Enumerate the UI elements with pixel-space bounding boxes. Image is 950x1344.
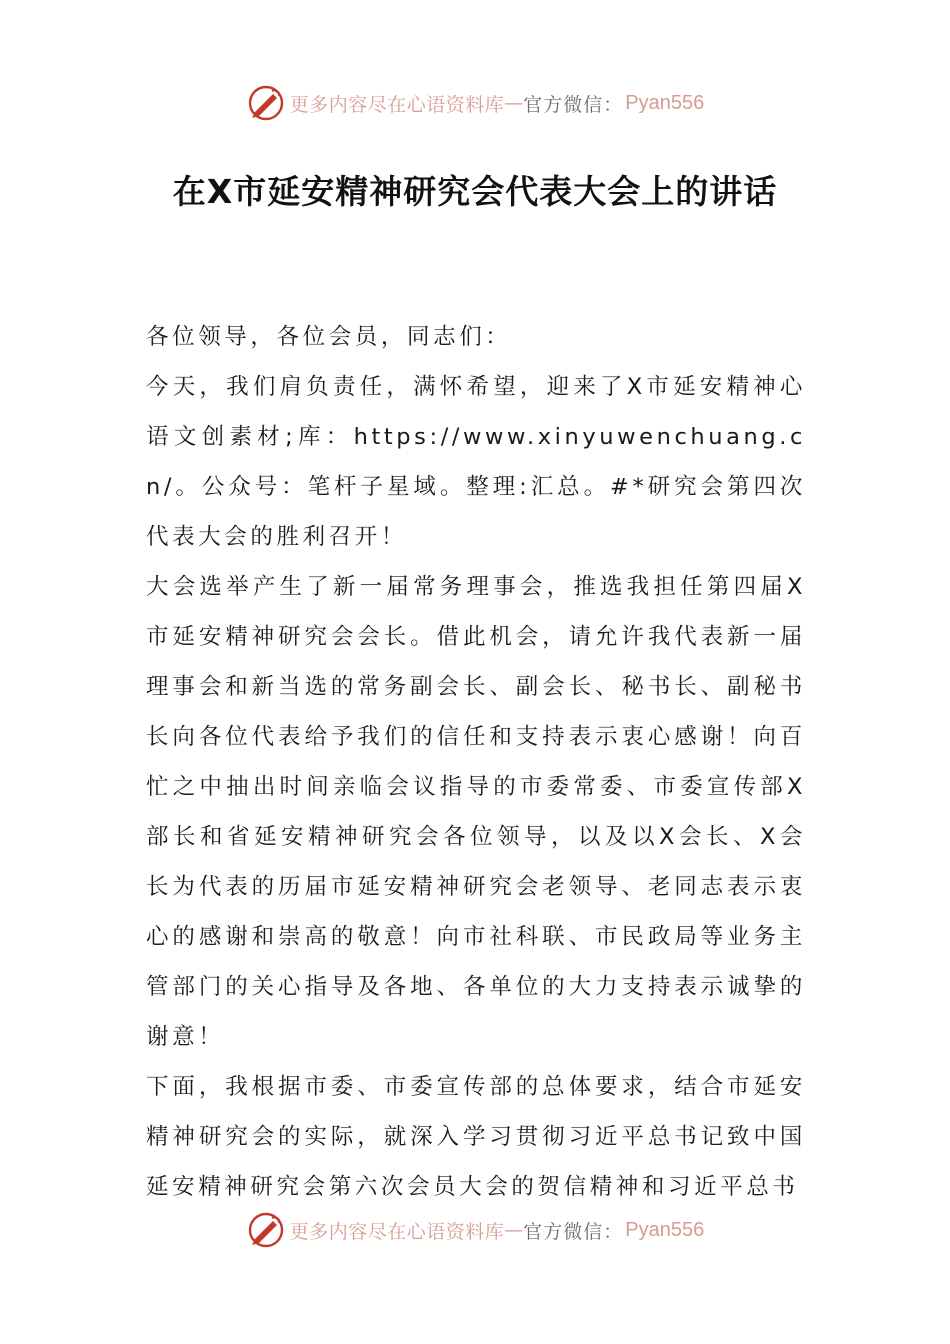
banner-separator: — [504, 92, 524, 114]
banner-wechat-id: Pyan556 [625, 1218, 705, 1241]
banner-wechat-id: Pyan556 [625, 91, 705, 114]
banner-official-label: 官方微信： [523, 93, 624, 116]
paragraph-salutation: 各位领导，各位会员，同志们： [146, 324, 512, 350]
banner-separator: — [504, 1219, 524, 1241]
document-body [146, 312, 806, 1212]
banner-library-text: 更多内容尽在心语资料库 [289, 93, 505, 116]
document-title: 在X市延安精神研究会代表大会上的讲话 [172, 172, 778, 211]
paragraph-thanks: 大会选举产生了新一届常务理事会，推选我担任第四届X市延安精神研究会会长。借此机会，请允许我代表新一届理事会和新当选的常务副会长、副会长、秘书长、副秘书长向各位代表给予我们的信任和支持表示衷心感谢！向百忙之中抽出时间亲临会议指导的市委常委、市委宣传部X部长和省延安精神研究会各位领导，以及以X会长、X会长为代表的历届市延安精神研究会老领导、老同志表示衷心的感谢和崇高的敬意！向市社科联、市民政局等业务主管部门的关心指导及各地、各单位的大力支持表示诚挚的谢意！ [146, 574, 806, 1050]
banner-official-label: 官方微信： [523, 1220, 624, 1243]
paragraph-outline: 下面，我根据市委、市委宣传部的总体要求，结合市延安精神研究会的实际，就深入学习贯彻习近平总书记致中国延安精神研究会第六次会员大会的贺信精神和习近平总书 [146, 1074, 806, 1200]
header-banner [0, 78, 950, 128]
pen-nib-logo-icon [246, 83, 286, 123]
banner-library-text: 更多内容尽在心语资料库 [289, 1220, 505, 1243]
paragraph-opening: 今天，我们肩负责任，满怀希望，迎来了X市延安精神心语文创素材;库：https://www.xinyuwenchuang.cn/。公众号：笔杆子星域。整理:汇总。#*研究会第四次代表大会的胜利召开！ [146, 374, 806, 550]
footer-banner [0, 1205, 950, 1255]
pen-nib-logo-icon [246, 1210, 286, 1250]
